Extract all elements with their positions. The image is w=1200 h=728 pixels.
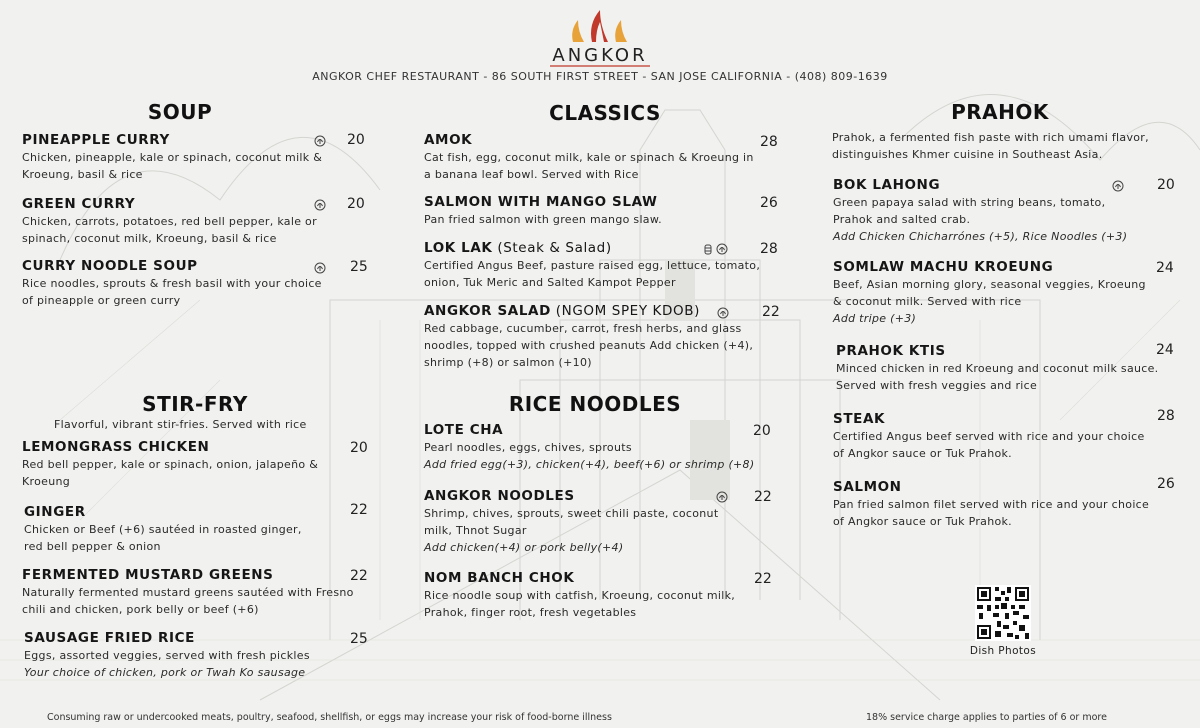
item-description: Green papaya salad with string beans, tomato, Prahok and salted crab. [833, 196, 1106, 226]
section-title-prahok: PRAHOK [951, 100, 1049, 124]
item-name: GREEN CURRY [22, 196, 136, 212]
item-description: Chicken, pineapple, kale or spinach, coconut milk & Kroeung, basil & rice [22, 151, 323, 181]
menu-item [22, 196, 342, 247]
item-name: PRAHOK KTIS [836, 343, 946, 359]
item-name: LOTE CHA [424, 422, 504, 438]
section-title-rice-noodles: RICE NOODLES [508, 392, 682, 416]
item-price: 26 [760, 195, 778, 211]
item-description: Certified Angus Beef, pasture raised egg, lettuce, tomato, onion, Tuk Meric and Salted Kampot Pepper [424, 259, 761, 289]
spice-icon [702, 243, 714, 255]
item-price: 25 [350, 259, 368, 275]
item-name: GINGER [24, 504, 86, 520]
item-description: Pan fried salmon filet served with rice and your choice of Angkor sauce or Tuk Prahok. [833, 498, 1150, 528]
vegetarian-icon [717, 307, 729, 319]
footer-health-warning: Consuming raw or undercooked meats, poultry, seafood, shellfish, or eggs may increase your risk of food-borne illness [47, 712, 612, 723]
item-description: Pan fried salmon with green mango slaw. [424, 213, 662, 226]
menu-item [833, 479, 1153, 530]
vegetarian-icon [716, 243, 728, 255]
item-description: Red bell pepper, kale or spinach, onion, jalapeño & Kroeung [22, 458, 319, 488]
item-description: Red cabbage, cucumber, carrot, fresh herbs, and glass noodles, topped with crushed peanuts Add chicken (+4), shrimp (+8) or salmon (+10) [424, 322, 754, 369]
item-note: Your choice of chicken, pork or Twah Ko sausage [24, 666, 306, 679]
item-name: SOMLAW MACHU KROEUNG [833, 259, 1054, 275]
item-price: 20 [1157, 177, 1175, 193]
item-description: Beef, Asian morning glory, seasonal veggies, Kroeung & coconut milk. Served with rice [833, 278, 1146, 308]
menu-item [833, 177, 1133, 245]
stir-fry-intro: Flavorful, vibrant stir-fries. Served with rice [54, 418, 307, 431]
item-price: 22 [350, 568, 368, 584]
footer-service-charge: 18% service charge applies to parties of 6 or more [866, 712, 1107, 723]
item-price: 24 [1156, 260, 1174, 276]
item-name: ANGKOR NOODLES [424, 488, 575, 504]
item-price: 28 [760, 134, 778, 150]
item-note: Add chicken(+4) or pork belly(+4) [424, 541, 624, 554]
item-price: 22 [754, 489, 772, 505]
item-description: Naturally fermented mustard greens sautéed with Fresno chili and chicken, pork belly or beef (+6) [22, 586, 354, 616]
item-description: Rice noodle soup with catfish, Kroeung, coconut milk, Prahok, finger root, fresh vegetables [424, 589, 736, 619]
item-name: SALMON WITH MANGO SLAW [424, 194, 658, 210]
item-description: Minced chicken in red Kroeung and coconut milk sauce. Served with fresh veggies and rice [836, 362, 1159, 392]
item-name: CURRY NOODLE SOUP [22, 258, 198, 274]
item-description: Certified Angus beef served with rice and your choice of Angkor sauce or Tuk Prahok. [833, 430, 1145, 460]
item-subtitle: (NGOM SPEY KDOB) [550, 303, 700, 319]
menu-item [424, 194, 754, 228]
item-name: AMOK [424, 132, 473, 148]
menu-item [424, 570, 754, 621]
menu-item [24, 630, 364, 681]
section-title-stir-fry: STIR-FRY [142, 392, 248, 416]
menu-item [833, 259, 1153, 327]
item-description: Shrimp, chives, sprouts, sweet chili paste, coconut milk, Thnot Sugar [424, 507, 719, 537]
item-description: Rice noodles, sprouts & fresh basil with your choice of pineapple or green curry [22, 277, 322, 307]
item-price: 20 [347, 196, 365, 212]
vegetarian-icon [1112, 180, 1124, 192]
item-price: 20 [753, 423, 771, 439]
item-price: 28 [760, 241, 778, 257]
menu-item [22, 439, 352, 490]
item-name: BOK LAHONG [833, 177, 941, 193]
qr-code[interactable] [975, 585, 1031, 641]
menu-item [424, 488, 724, 556]
item-subtitle: (Steak & Salad) [492, 240, 612, 256]
item-note: Add tripe (+3) [833, 312, 917, 325]
menu-item [424, 303, 754, 371]
restaurant-address: ANGKOR CHEF RESTAURANT - 86 SOUTH FIRST STREET - SAN JOSE CALIFORNIA - (408) 809-1639 [312, 70, 888, 83]
menu-item [833, 411, 1153, 462]
vegetarian-icon [314, 135, 326, 147]
item-price: 26 [1157, 476, 1175, 492]
menu-item [836, 343, 1166, 394]
item-name: STEAK [833, 411, 886, 427]
item-name: NOM BANCH CHOK [424, 570, 575, 586]
logo-wordmark: ANGKOR [552, 45, 648, 66]
item-price: 22 [754, 571, 772, 587]
item-name: FERMENTED MUSTARD GREENS [22, 567, 274, 583]
item-name: SAUSAGE FRIED RICE [24, 630, 196, 646]
item-price: 25 [350, 631, 368, 647]
item-price: 22 [762, 304, 780, 320]
qr-label: Dish Photos [969, 645, 1037, 657]
item-price: 20 [347, 132, 365, 148]
item-name: SALMON [833, 479, 902, 495]
item-name: LOK LAK [424, 240, 493, 256]
item-price: 20 [350, 440, 368, 456]
menu-item [424, 422, 764, 473]
item-description: Chicken, carrots, potatoes, red bell pepper, kale or spinach, coconut milk, Kroeung, basil & rice [22, 215, 317, 245]
menu-item [22, 258, 332, 309]
item-price: 28 [1157, 408, 1175, 424]
vegetarian-icon [314, 199, 326, 211]
item-price: 24 [1156, 342, 1174, 358]
item-price: 22 [350, 502, 368, 518]
prahok-intro: Prahok, a fermented fish paste with rich umami flavor, distinguishes Khmer cuisine in Southeast Asia. [832, 131, 1149, 161]
item-note: Add fried egg(+3), chicken(+4), beef(+6) or shrimp (+8) [424, 458, 755, 471]
menu-item [424, 132, 754, 183]
item-description: Pearl noodles, eggs, chives, sprouts [424, 441, 632, 454]
angkor-logo [540, 8, 660, 70]
section-title-soup: SOUP [147, 100, 213, 124]
section-title-classics: CLASSICS [549, 101, 661, 125]
menu-item [22, 567, 362, 618]
item-description: Chicken or Beef (+6) sautéed in roasted ginger, red bell pepper & onion [24, 523, 302, 553]
item-description: Cat fish, egg, coconut milk, kale or spinach & Kroeung in a banana leaf bowl. Served with Rice [424, 151, 754, 181]
item-note: Add Chicken Chicharrónes (+5), Rice Noodles (+3) [833, 230, 1128, 243]
item-description: Eggs, assorted veggies, served with fresh pickles [24, 649, 310, 662]
item-name: PINEAPPLE CURRY [22, 132, 170, 148]
vegetarian-icon [716, 491, 728, 503]
menu-item [24, 504, 314, 555]
vegetarian-icon [314, 262, 326, 274]
item-name: LEMONGRASS CHICKEN [22, 439, 210, 455]
item-name: ANGKOR SALAD [424, 303, 551, 319]
menu-item [22, 132, 342, 183]
